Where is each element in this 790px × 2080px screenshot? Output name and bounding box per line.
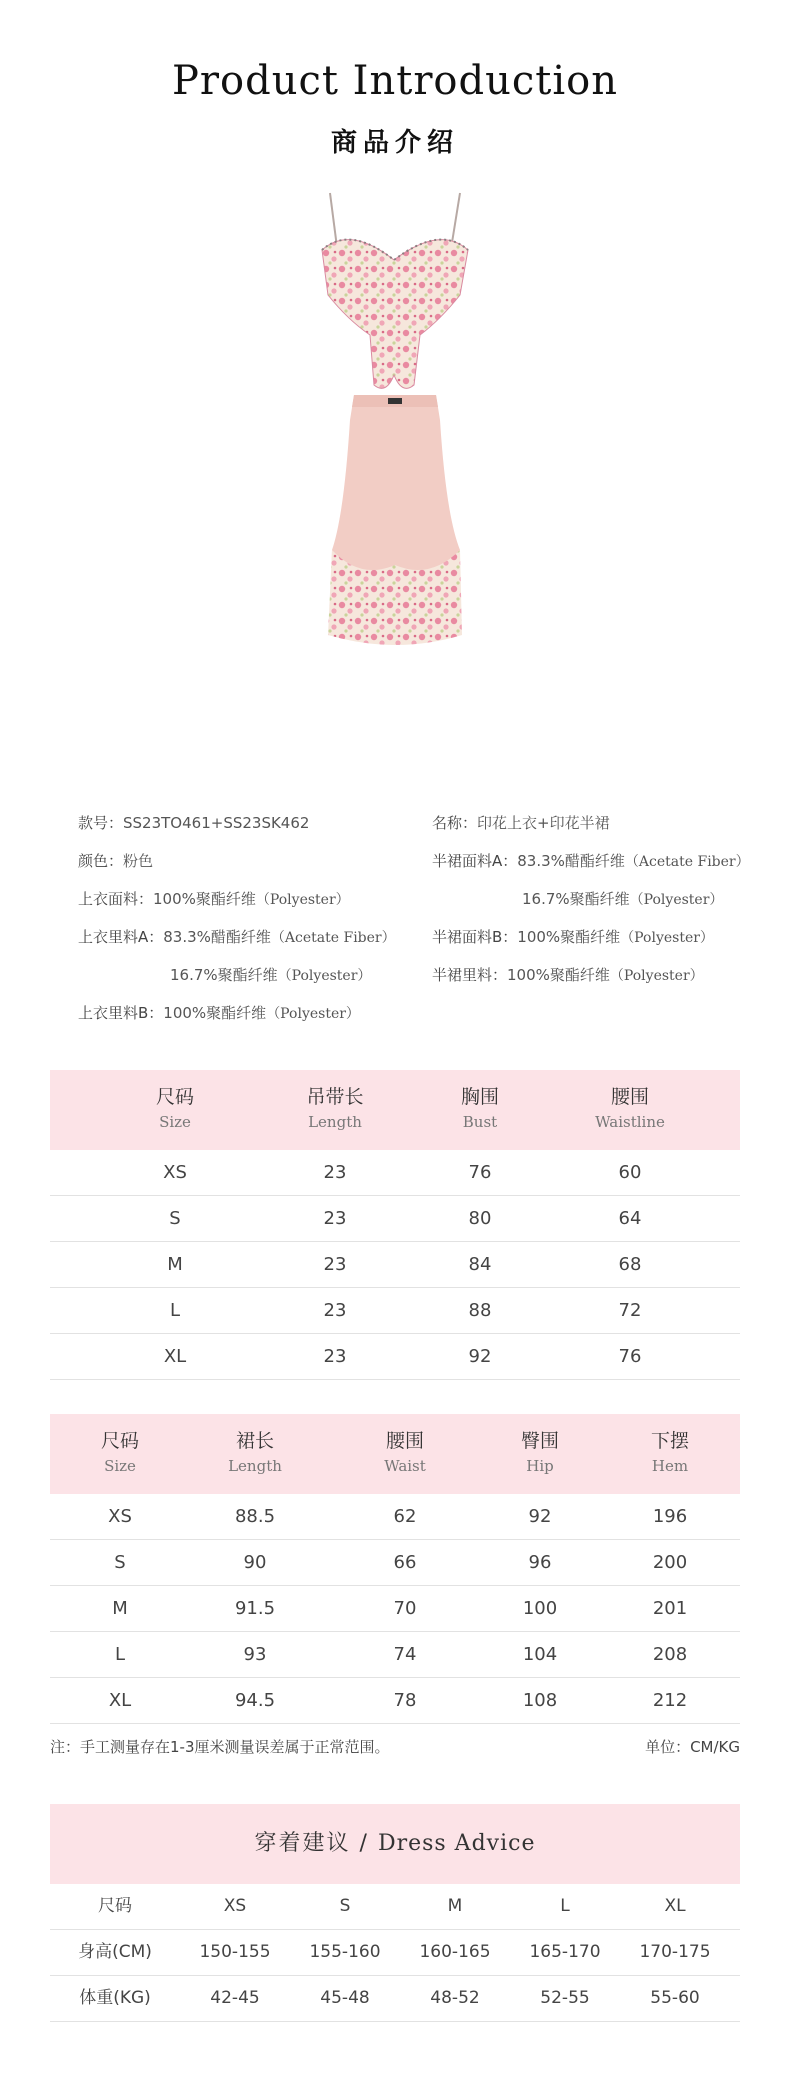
color-info (78, 850, 153, 871)
header-bust-en: Bust (462, 1113, 498, 1131)
top-lining-a-2-en: （Polyester） (277, 968, 372, 984)
skirt-lining (432, 964, 704, 985)
top-lining-a-label: 上衣里料A： (78, 928, 164, 946)
advice-cell: XS (223, 1896, 247, 1916)
advice-cell: 55-60 (650, 1988, 700, 2008)
skirt-fabric-a-1-cn: 83.3%醋酯纤维 (517, 852, 625, 870)
bust-cell: 80 (468, 1208, 492, 1229)
length-cell: 23 (323, 1162, 347, 1183)
product-name (432, 812, 610, 833)
style-number-value: SS23TO461+SS23SK462 (123, 814, 310, 832)
waist-cell: 78 (393, 1690, 417, 1711)
length-cell: 23 (323, 1300, 347, 1321)
size-cell: L (169, 1300, 181, 1321)
advice-cell: 尺码 (98, 1896, 132, 1916)
table-row (50, 1540, 740, 1586)
table-row (50, 1678, 740, 1724)
top-lining-a-1-en: （Acetate Fiber） (270, 930, 396, 946)
advice-row-size (50, 1884, 740, 1930)
advice-cell: 身高(CM) (78, 1942, 152, 1962)
table-row (50, 1288, 740, 1334)
style-number-label: 款号： (78, 814, 124, 832)
header-length (270, 1082, 400, 1131)
style-number (78, 812, 309, 833)
size-cell: S (169, 1208, 181, 1229)
top-lining-b-cn: 100%聚酯纤维 (163, 1004, 267, 1022)
size-cell: XL (108, 1690, 132, 1711)
header-hem-cn: 下摆 (650, 1430, 689, 1452)
top-lining-b (78, 1002, 360, 1023)
top-fabric-label: 上衣面料： (78, 890, 154, 908)
measurement-note: 注：手工测量存在1-3厘米测量误差属于正常范围。 (50, 1738, 390, 1756)
top-lining-a-line2 (170, 964, 371, 985)
length-cell: 23 (323, 1208, 347, 1229)
header-waistline-cn: 腰围 (610, 1086, 649, 1108)
bust-cell: 92 (468, 1346, 492, 1367)
waist-cell: 62 (393, 1506, 417, 1527)
skirt-fabric-a (432, 850, 750, 871)
header-size-cn: 尺码 (100, 1430, 139, 1452)
header-hem (615, 1426, 725, 1475)
header-size (130, 1082, 220, 1131)
dress-advice-title-en: Dress Advice (377, 1831, 536, 1856)
hem-cell: 196 (652, 1506, 688, 1527)
top-lining-a-1-cn: 83.3%醋酯纤维 (163, 928, 271, 946)
top-fabric (78, 888, 350, 909)
skirt-fabric-a-line2 (522, 888, 723, 909)
waist-cell: 66 (393, 1552, 417, 1573)
waistline-cell: 68 (618, 1254, 642, 1275)
table-row (50, 1334, 740, 1380)
unit-note: 单位：CM/KG (645, 1738, 740, 1756)
advice-cell: 体重(KG) (79, 1988, 151, 2008)
header-waist (350, 1426, 460, 1475)
hem-cell: 201 (652, 1598, 688, 1619)
skirt-fabric-a-2-cn: 16.7%聚酯纤维 (522, 890, 630, 908)
size-cell: XL (163, 1346, 187, 1367)
advice-cell: 52-55 (540, 1988, 590, 2008)
waistline-cell: 64 (618, 1208, 642, 1229)
header-bust-cn: 胸围 (460, 1086, 499, 1108)
waistline-cell: 76 (618, 1346, 642, 1367)
advice-cell: 48-52 (430, 1988, 480, 2008)
advice-cell: 150-155 (199, 1942, 271, 1962)
skirt-fabric-b-en: （Polyester） (620, 930, 714, 946)
table-row (50, 1196, 740, 1242)
product-name-value: 印花上衣+印花半裙 (477, 814, 610, 832)
size-cell: S (114, 1552, 126, 1573)
header-length-cn: 吊带长 (306, 1086, 364, 1108)
length-cell: 23 (323, 1254, 347, 1275)
top-lining-b-en: （Polyester） (266, 1006, 360, 1022)
length-cell: 88.5 (234, 1506, 276, 1527)
page-title-en: Product Introduction (172, 58, 618, 104)
waist-cell: 74 (393, 1644, 417, 1665)
advice-cell: 165-170 (529, 1942, 601, 1962)
header-length-en: Length (308, 1113, 362, 1131)
length-cell: 23 (323, 1346, 347, 1367)
skirt-lining-label: 半裙里料： (432, 966, 508, 984)
skirt-fabric-b (432, 926, 714, 947)
skirt-fabric-a-1-en: （Acetate Fiber） (624, 854, 750, 870)
header-waist-cn: 腰围 (385, 1430, 424, 1452)
table-row (50, 1150, 740, 1196)
top-size-table-header (50, 1070, 740, 1150)
bust-cell: 76 (468, 1162, 492, 1183)
skirt-fabric-b-cn: 100%聚酯纤维 (517, 928, 621, 946)
advice-cell: S (339, 1896, 351, 1916)
table-row (50, 1586, 740, 1632)
advice-cell: 170-175 (639, 1942, 711, 1962)
waistline-cell: 72 (618, 1300, 642, 1321)
hip-cell: 104 (522, 1644, 558, 1665)
advice-cell: 155-160 (309, 1942, 381, 1962)
dress-advice-title-cn: 穿着建议 / (254, 1831, 378, 1856)
size-cell: XS (163, 1162, 187, 1183)
header-hip-en: Hip (526, 1457, 554, 1475)
hem-cell: 212 (652, 1690, 688, 1711)
page-title-cn: 商品介绍 (330, 128, 459, 158)
header-size-cn: 尺码 (155, 1086, 194, 1108)
color-value: 粉色 (123, 852, 154, 870)
hip-cell: 108 (522, 1690, 558, 1711)
length-cell: 91.5 (234, 1598, 276, 1619)
hem-cell: 200 (652, 1552, 688, 1573)
skirt-fabric-a-label: 半裙面料A： (432, 852, 518, 870)
header-length (200, 1426, 310, 1475)
top-lining-a-2-cn: 16.7%聚酯纤维 (170, 966, 278, 984)
size-cell: XS (108, 1506, 132, 1527)
bust-cell: 88 (468, 1300, 492, 1321)
skirt-lining-cn: 100%聚酯纤维 (507, 966, 610, 984)
header-length-en: Length (228, 1457, 282, 1475)
advice-cell: L (560, 1896, 570, 1916)
advice-cell: M (447, 1896, 463, 1916)
waist-cell: 70 (393, 1598, 417, 1619)
header-waistline-en: Waistline (595, 1113, 665, 1131)
skirt-size-table (50, 1414, 740, 1724)
hem-cell: 208 (652, 1644, 688, 1665)
top-fabric-en: （Polyester） (255, 892, 350, 908)
header-hip-cn: 臀围 (520, 1430, 559, 1452)
product-image (290, 185, 500, 780)
top-lining-b-label: 上衣里料B： (78, 1004, 164, 1022)
length-cell: 90 (243, 1552, 267, 1573)
top-fabric-cn: 100%聚酯纤维 (153, 890, 256, 908)
advice-cell: 160-165 (419, 1942, 491, 1962)
advice-cell: XL (664, 1896, 686, 1916)
size-cell: M (112, 1598, 128, 1619)
header-hip (485, 1426, 595, 1475)
waistline-cell: 60 (618, 1162, 642, 1183)
color-label: 颜色： (78, 852, 124, 870)
top-size-table (50, 1070, 740, 1380)
table-row (50, 1494, 740, 1540)
advice-cell: 42-45 (210, 1988, 260, 2008)
skirt-fabric-b-label: 半裙面料B： (432, 928, 518, 946)
length-cell: 93 (243, 1644, 267, 1665)
skirt-size-table-header (50, 1414, 740, 1494)
skirt-lining-en: （Polyester） (609, 968, 704, 984)
hip-cell: 100 (522, 1598, 558, 1619)
top-lining-a (78, 926, 396, 947)
header-hem-en: Hem (651, 1457, 689, 1475)
header-waistline (550, 1082, 710, 1131)
advice-row-weight (50, 1976, 740, 2022)
hip-cell: 92 (528, 1506, 552, 1527)
header-length-cn: 裙长 (235, 1430, 274, 1452)
header-waist-en: Waist (384, 1457, 426, 1475)
length-cell: 94.5 (234, 1690, 276, 1711)
table-row (50, 1632, 740, 1678)
hip-cell: 96 (528, 1552, 552, 1573)
table-row (50, 1242, 740, 1288)
advice-cell: 45-48 (320, 1988, 370, 2008)
size-cell: M (167, 1254, 183, 1275)
skirt-fabric-a-2-en: （Polyester） (629, 892, 724, 908)
product-name-label: 名称： (432, 814, 478, 832)
size-cell: L (114, 1644, 126, 1665)
bust-cell: 84 (468, 1254, 492, 1275)
header-size-en: Size (104, 1457, 136, 1475)
advice-row-height (50, 1930, 740, 1976)
header-bust (420, 1082, 540, 1131)
dress-advice-title (50, 1804, 740, 1884)
header-size-en: Size (159, 1113, 191, 1131)
header-size (75, 1426, 165, 1475)
